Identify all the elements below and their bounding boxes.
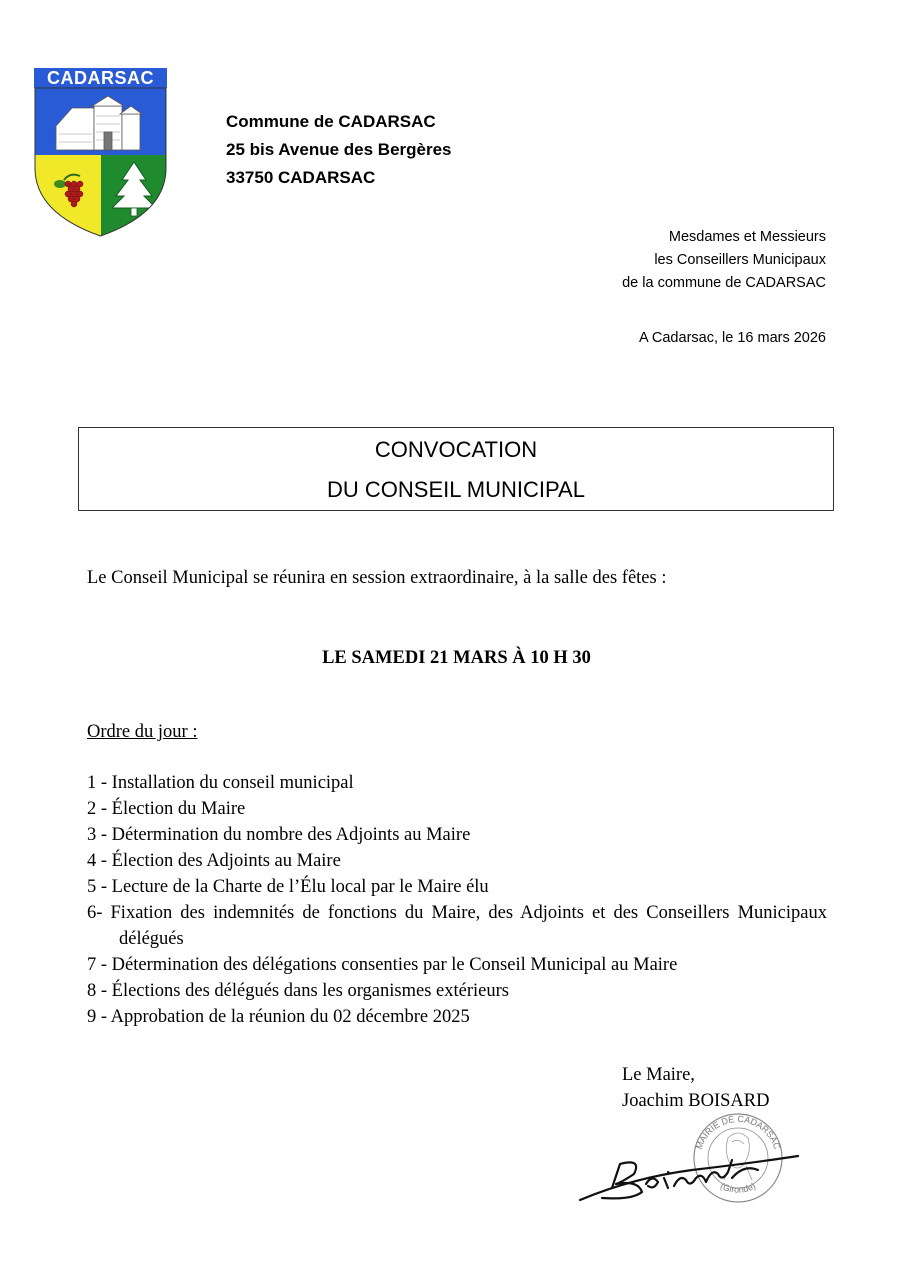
signatory-name: Joachim BOISARD — [622, 1091, 770, 1111]
cadarsac-coat-of-arms-logo — [34, 68, 167, 238]
title-line-1: CONVOCATION — [374, 437, 538, 462]
agenda-item: 5 - Lecture de la Charte de l’Élu local par le Maire élu — [87, 877, 489, 897]
signatory-title: Le Maire, — [622, 1065, 695, 1085]
agenda-item: 1 - Installation du conseil municipal — [87, 773, 354, 793]
agenda-item: 4 - Élection des Adjoints au Maire — [87, 851, 341, 871]
agenda-title: Ordre du jour : — [87, 722, 198, 742]
agenda-item: 3 - Détermination du nombre des Adjoints au Maire — [87, 825, 471, 845]
agenda-item: 2 - Élection du Maire — [87, 799, 246, 819]
handwritten-signature — [580, 1156, 798, 1200]
intro-text: Le Conseil Municipal se réunira en session extraordinaire, à la salle des fêtes : — [87, 568, 667, 588]
sender-street: 25 bis Avenue des Bergères — [226, 140, 452, 159]
svg-text:MAIRIE DE CADARSAC: MAIRIE DE CADARSAC — [693, 1113, 783, 1151]
agenda-list — [87, 770, 827, 1030]
meeting-date: LE SAMEDI 21 MARS À 10 H 30 — [322, 648, 591, 668]
agenda-item: 8 - Élections des délégués dans les organismes extérieurs — [87, 981, 509, 1001]
sender-name: Commune de CADARSAC — [226, 112, 436, 131]
agenda-item: 7 - Détermination des délégations consenties par le Conseil Municipal au Maire — [87, 955, 678, 975]
title-box — [78, 427, 834, 511]
sender-city: 33750 CADARSAC — [226, 168, 376, 187]
recipient-line-2: les Conseillers Municipaux — [654, 252, 826, 268]
recipient-line-1: Mesdames et Messieurs — [668, 229, 826, 245]
agenda-item: 6- Fixation des indemnités de fonctions du Maire, des Adjoints et des Conseillers Municipaux délégués — [87, 903, 827, 949]
agenda-item: 9 - Approbation de la réunion du 02 décembre 2025 — [87, 1007, 470, 1027]
logo-banner-text: CADARSAC — [47, 68, 154, 88]
svg-text:(Gironde): (Gironde) — [718, 1180, 758, 1195]
letter-date: A Cadarsac, le 16 mars 2026 — [639, 330, 826, 346]
recipient-block — [622, 226, 826, 295]
stamp-and-signature — [572, 1108, 812, 1208]
recipient-line-3: de la commune de CADARSAC — [622, 275, 826, 291]
title-line-2: DU CONSEIL MUNICIPAL — [327, 477, 585, 502]
sender-address — [226, 108, 452, 192]
